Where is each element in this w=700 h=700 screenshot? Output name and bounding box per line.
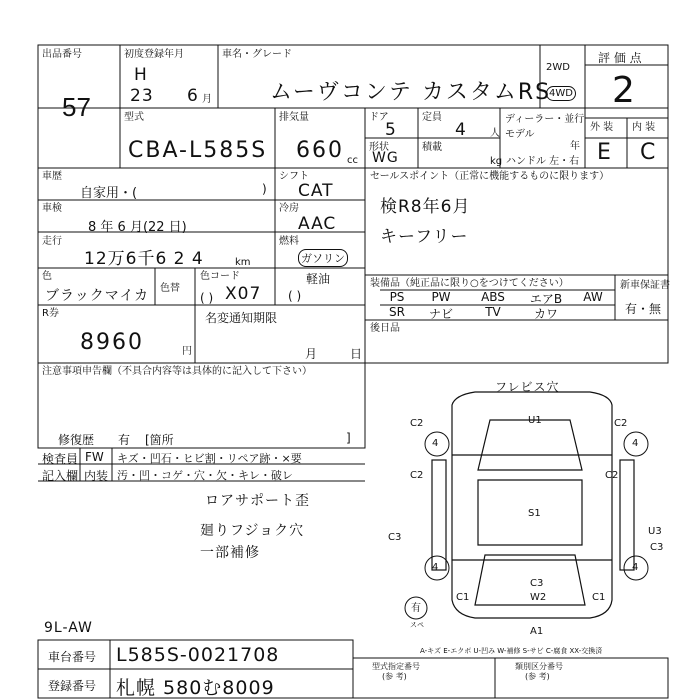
diagram-c3-left: C3 [388,532,402,543]
sales-point-line1: 検R8年6月 [380,197,471,217]
remark-2: 廻りフジョク穴 [200,523,305,539]
deadline-label: 名変通知期限 [205,311,278,325]
displacement: 660 [296,138,344,163]
mileage: 12万6千6 2 4 [84,249,204,269]
remark-3: 一部補修 [200,545,260,561]
diagram-wheel-fr: 4 [632,438,639,449]
deadline-day: 日 [350,347,363,361]
model-year-label: モデル [505,129,535,140]
exterior-grade: E [597,140,611,165]
chassis-number: L585S-0021708 [116,644,280,666]
year-unit: 年 [570,141,580,152]
recycle-label: R券 [42,308,59,319]
person-unit: 人 [490,128,500,139]
capacity: 4 [455,120,467,140]
fuel-paren: ( ) [288,289,302,303]
diagram-c2-b: C2 [614,418,628,429]
capacity-label: 定員 [422,112,442,123]
shift-label: シフト [279,171,309,182]
plate-number: 札幌 580む8009 [116,677,275,699]
remark-1: ロアサポート歪 [205,493,310,509]
recorder-label: 記入欄 [42,469,79,483]
color-code: X07 [225,284,262,304]
shape: WG [372,150,399,166]
notes-label: 注意事項申告欄（不具合内容等は具体的に記入して下さい） [42,366,312,377]
equip-aw: AW [583,290,603,304]
exterior-label: 外 装 [590,122,614,133]
score: 2 [612,70,635,111]
ac: AAC [298,214,337,234]
diagram-top-note: フレビス穴 [495,380,560,394]
car-name: ムーヴコンテ カスタムRS [270,80,552,105]
drive-4wd: 4WD [546,86,576,101]
diagram-c1-a: C1 [456,592,470,603]
doors-label: ドア [369,112,389,123]
inspection: 8 年 6 月(22 日) [88,220,187,235]
plate-label: 登録番号 [48,679,97,693]
inspection-label: 車検 [42,203,62,214]
drive-2wd: 2WD [546,62,570,73]
equipment-label: 装備品（純正品に限り○をつけてください） [370,278,569,289]
diagram-wheel-rl: 4 [432,562,439,573]
reg-year: 23 [130,86,154,106]
model-label: 型式 [124,112,144,123]
repair-label: 修復歴 [58,433,95,447]
ac-label: 冷房 [279,203,299,214]
diagram-legend: A-キズ E-エクボ U-凹み W-補修 S-サビ C-腐食 XX-交換済 [420,647,603,655]
sales-point-label: セールスポイント（正常に機能するものに限ります） [370,171,610,182]
km-unit: km [235,257,251,268]
spare-badge: 有 [411,603,421,614]
equip-tv: TV [485,305,501,319]
diagram-c3-rear: C3 [530,578,544,589]
equip-leather: カワ [533,307,558,321]
location-close: ] [346,431,351,445]
model-cert-ref: (参 考) [382,672,407,681]
kg-unit: kg [490,156,503,167]
color-paren: ( ) [200,291,214,305]
diagram-a1: A1 [530,626,544,637]
lot-label: 出品番号 [42,49,82,60]
color: ブラックマイカ [45,288,150,304]
score-label: 評 価 点 [598,51,642,65]
fw-label: FW [85,450,104,464]
recycle-value: 8960 [80,330,144,355]
diagram-w2: W2 [530,592,547,603]
equip-airbag: エアB [529,292,563,306]
equip-sr: SR [389,305,405,319]
reg-month: 6 [187,86,199,106]
deadline-month: 月 [305,347,318,361]
diagram-u3: U3 [648,526,662,537]
history-label: 車歴 [42,171,62,182]
diagram-c2-d: C2 [605,470,619,481]
displacement-label: 排気量 [279,112,309,123]
lot-number: 57 [62,92,91,122]
legend-exterior: キズ・凹石・ヒビ割・リペア跡・×要 [117,452,302,465]
diagram-wheel-fl: 4 [432,438,439,449]
history-close: ) [262,182,267,196]
car-name-label: 車名・グレード [222,49,292,60]
fuel-oil: 軽油 [306,272,331,286]
equip-navi: ナビ [428,307,453,321]
dealer-label: ディーラー・並行 [505,114,585,125]
inspector-label: 検査員 [42,452,79,466]
interior-row-label: 内装 [84,469,109,483]
equip-ps: PS [389,290,405,304]
doors: 5 [385,120,397,140]
diagram-u1: U1 [528,415,542,426]
diagram-s1: S1 [528,508,541,519]
era: H [134,65,148,85]
model: CBA-L585S [128,138,268,163]
mileage-label: 走行 [42,236,62,247]
bottom-note: 9L-AW [44,620,93,636]
interior-grade: C [640,140,656,165]
repair-value: 有 [118,433,131,447]
equip-abs: ABS [481,290,505,304]
diagram-c2-c: C2 [410,470,424,481]
load-label: 積載 [422,142,442,153]
cc-unit: cc [347,155,358,166]
diagram-c1-b: C1 [592,592,606,603]
equip-pw: PW [431,290,451,304]
handle-label: ハンドル 左・右 [506,156,580,167]
color-label: 色 [42,271,52,282]
after-install-label: 後日品 [370,323,400,334]
chassis-label: 車台番号 [48,650,97,664]
diagram-c2-a: C2 [410,418,424,429]
shift: CAT [298,181,334,201]
color-code-label: 色コード [200,271,240,282]
diagram-c3-right: C3 [650,542,664,553]
color-change-label: 色替 [160,283,180,294]
category-label: 類別区分番号 [515,662,563,671]
month-unit: 月 [202,94,212,105]
shape-label: 形状 [369,142,389,153]
fuel-gas: ガソリン [298,249,348,267]
model-cert-label: 型式指定番号 [372,662,420,671]
diagram-wheel-rr: 4 [632,562,639,573]
warranty-value: 有・無 [625,302,662,316]
location-label: [箇所 [145,433,174,447]
fuel-label: 燃料 [279,236,299,247]
yen-unit: 円 [182,346,192,357]
first-reg-label: 初度登録年月 [124,49,184,60]
interior-label: 内 装 [632,122,656,133]
category-ref: (参 考) [525,672,550,681]
spare-sub: スペ [410,621,424,629]
history-value: 自家用・( [80,186,138,201]
legend-interior: 汚・凹・コゲ・穴・欠・キレ・破レ [117,469,293,482]
sales-point-line2: キーフリー [380,227,469,247]
warranty-label: 新車保証書 [620,280,670,291]
